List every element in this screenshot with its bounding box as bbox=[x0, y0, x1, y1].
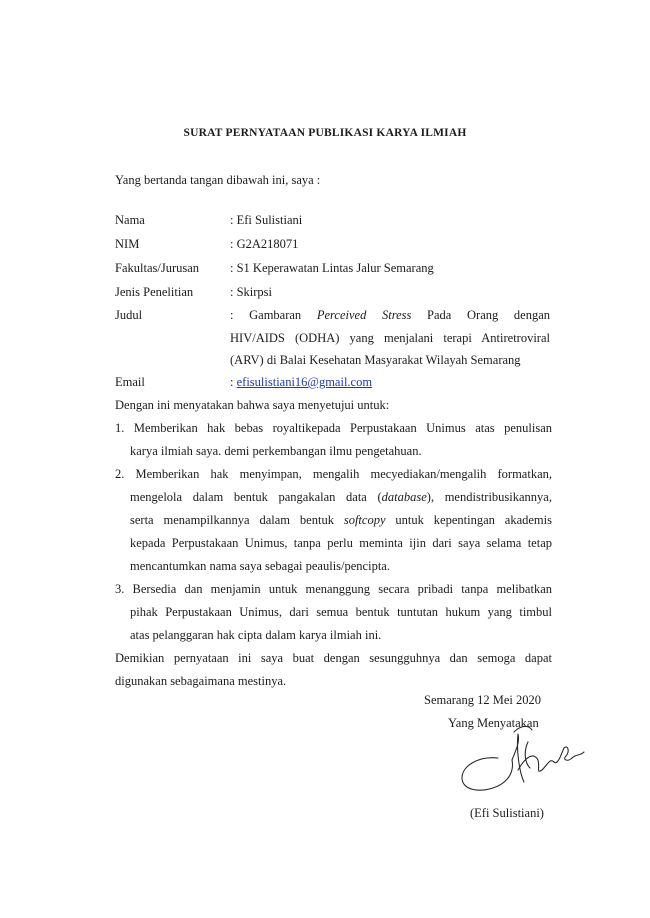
closing-line-2: digunakan sebagaimana mestinya. bbox=[115, 674, 287, 688]
item-1-line-2: karya ilmiah saya. demi perkembangan ilmu pengetahuan. bbox=[130, 444, 422, 458]
field-label-nama: Nama bbox=[115, 213, 145, 227]
document-title: SURAT PERNYATAAN PUBLIKASI KARYA ILMIAH bbox=[183, 127, 467, 139]
field-value-fakultas: : S1 Keperawatan Lintas Jalur Semarang bbox=[230, 261, 434, 275]
judul-line-2: HIV/AIDS (ODHA) yang menjalani terapi Antiretroviral bbox=[230, 331, 550, 345]
field-value-nim: : G2A218071 bbox=[230, 237, 299, 251]
item-3-line-1: 3. Bersedia dan menjamin untuk menanggung secara pribadi tanpa melibatkan bbox=[115, 582, 552, 596]
field-value-email: : efisulistiani16@gmail.com bbox=[230, 375, 373, 389]
statement-text: Dengan ini menyatakan bahwa saya menyetujui untuk: bbox=[115, 398, 390, 412]
field-label-email: Email bbox=[115, 375, 145, 389]
item-2-line-2: mengelola dalam bentuk pangakalan data (database), mendistribusikannya, bbox=[130, 490, 552, 504]
field-label-nim: NIM bbox=[115, 237, 140, 251]
signer-name: (Efi Sulistiani) bbox=[470, 806, 544, 820]
field-label-judul: Judul bbox=[115, 308, 143, 322]
signer-role: Yang Menyatakan bbox=[448, 716, 539, 730]
field-value-jenis: : Skirpsi bbox=[230, 285, 273, 299]
field-label-jenis: Jenis Penelitian bbox=[115, 285, 194, 299]
item-2-line-1: 2. Memberikan hak menyimpan, mengalih mecyediakan/mengalih formatkan, bbox=[115, 467, 552, 481]
item-2-line-4: kepada Perpustakaan Unimus, tanpa perlu meminta ijin dari saya selama tetap bbox=[130, 536, 552, 550]
field-label-fakultas: Fakultas/Jurusan bbox=[115, 261, 200, 275]
closing-line-1: Demikian pernyataan ini saya buat dengan sesungguhnya dan semoga dapat bbox=[115, 651, 552, 665]
handwritten-signature bbox=[458, 722, 588, 804]
judul-italic-term: Perceived Stress bbox=[316, 308, 412, 322]
item-2-line-5: mencantumkan nama saya sebagai peaulis/pencipta. bbox=[130, 559, 390, 573]
email-link[interactable]: efisulistiani16@gmail.com bbox=[236, 375, 373, 389]
intro-text: Yang bertanda tangan dibawah ini, saya : bbox=[115, 173, 321, 187]
item-1-line-1: 1. Memberikan hak bebas royaltikepada Perpustakaan Unimus atas penulisan bbox=[115, 421, 552, 435]
judul-line-3: (ARV) di Balai Kesehatan Masyarakat Wilayah Semarang bbox=[230, 353, 521, 367]
item-3-line-2: pihak Perpustakaan Unimus, dari semua bentuk tuntutan hukum yang timbul bbox=[130, 605, 552, 619]
item-2-italic-term: database bbox=[381, 490, 427, 504]
field-value-nama: : Efi Sulistiani bbox=[230, 213, 303, 227]
item-3-line-3: atas pelanggaran hak cipta dalam karya ilmiah ini. bbox=[130, 628, 382, 642]
place-date: Semarang 12 Mei 2020 bbox=[424, 693, 541, 707]
item-2-italic-term-2: softcopy bbox=[343, 513, 386, 527]
item-2-line-3: serta menampilkannya dalam bentuk softcopy untuk kepentingan akademis bbox=[130, 513, 552, 527]
judul-line-1: : Gambaran Perceived Stress Pada Orang dengan bbox=[230, 308, 550, 322]
